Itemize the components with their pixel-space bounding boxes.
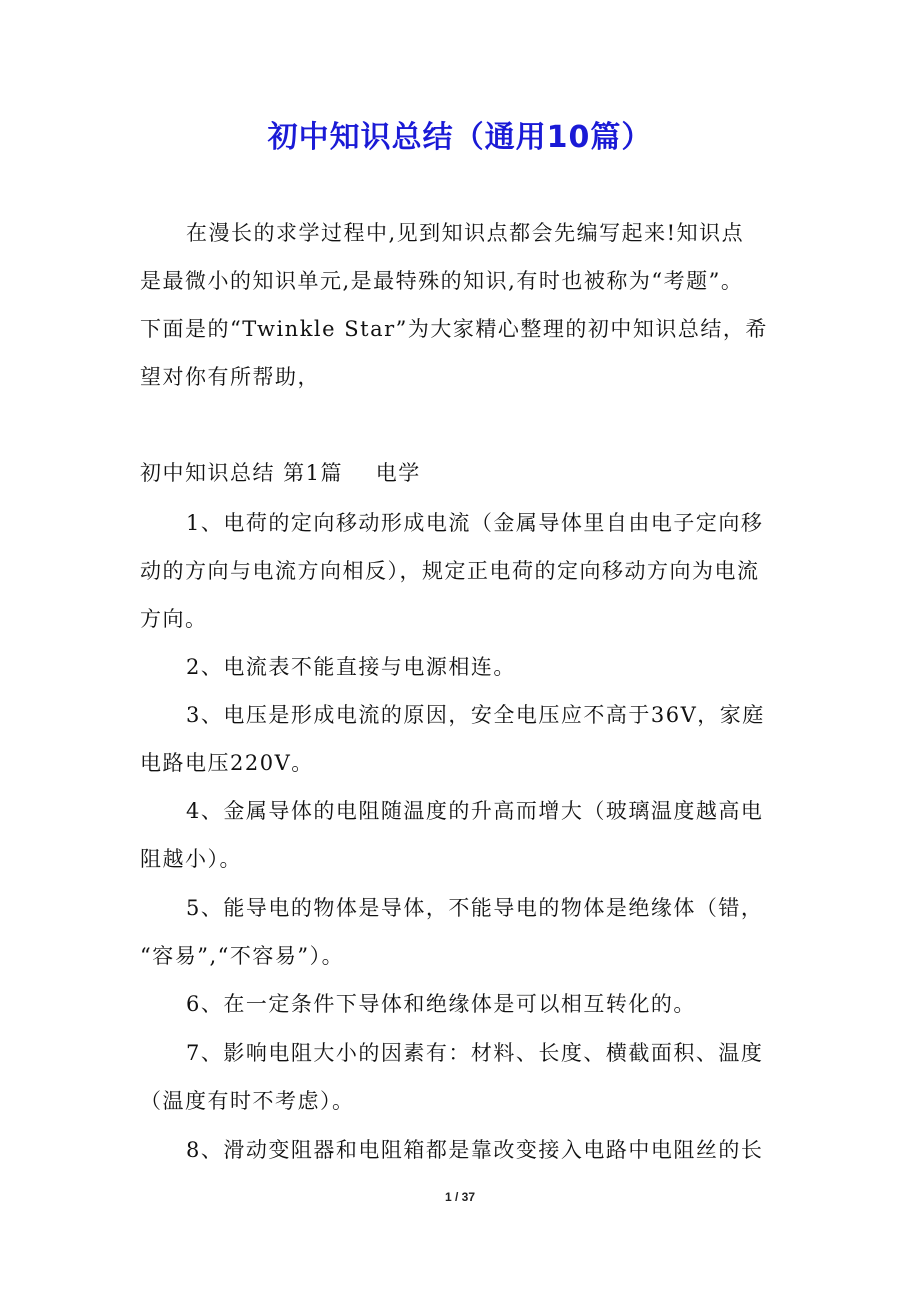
item-6-line-1: 6、在一定条件下导体和绝缘体是可以相互转化的。: [186, 992, 696, 1016]
intro-line: 下面是的“Twinkle Star”为大家精心整理的初中知识总结，希: [140, 317, 768, 341]
item-7-line-2: （温度有时不考虑）。: [140, 1089, 355, 1113]
intro-line: 是最微小的知识单元,是最特殊的知识,有时也被称为“考题”。: [140, 269, 744, 293]
item-1-line-1: 1、电荷的定向移动形成电流（金属导体里自由电子定向移: [186, 511, 764, 535]
item-4-line-2: 阻越小）。: [140, 847, 242, 871]
item-8-line-1: 8、滑动变阻器和电阻箱都是靠改变接入电路中电阻丝的长: [186, 1138, 764, 1162]
item-7-line-1: 7、影响电阻大小的因素有：材料、长度、横截面积、温度: [186, 1041, 764, 1065]
page-number: 1 / 37: [444, 1190, 476, 1204]
item-1-line-2: 动的方向与电流方向相反），规定正电荷的定向移动方向为电流: [140, 559, 760, 583]
item-3-line-2: 电路电压220V。: [140, 751, 314, 775]
item-4-line-1: 4、金属导体的电阻随温度的升高而增大（玻璃温度越高电: [186, 799, 764, 823]
intro-line: 在漫长的求学过程中,见到知识点都会先编写起来!知识点: [186, 221, 745, 245]
document-title: 初中知识总结（通用10篇）: [267, 120, 653, 155]
section-heading: 初中知识总结 第1篇 电学: [140, 461, 421, 485]
item-5-line-1: 5、能导电的物体是导体，不能导电的物体是绝缘体（错，: [186, 896, 764, 920]
item-5-line-2: “容易”,“不容易”）。: [140, 944, 345, 968]
item-3-line-1: 3、电压是形成电流的原因，安全电压应不高于36V，家庭: [186, 703, 765, 727]
intro-line: 望对你有所帮助，: [140, 365, 320, 389]
item-1-line-3: 方向。: [140, 607, 208, 631]
item-2-line-1: 2、电流表不能直接与电源相连。: [186, 655, 516, 679]
